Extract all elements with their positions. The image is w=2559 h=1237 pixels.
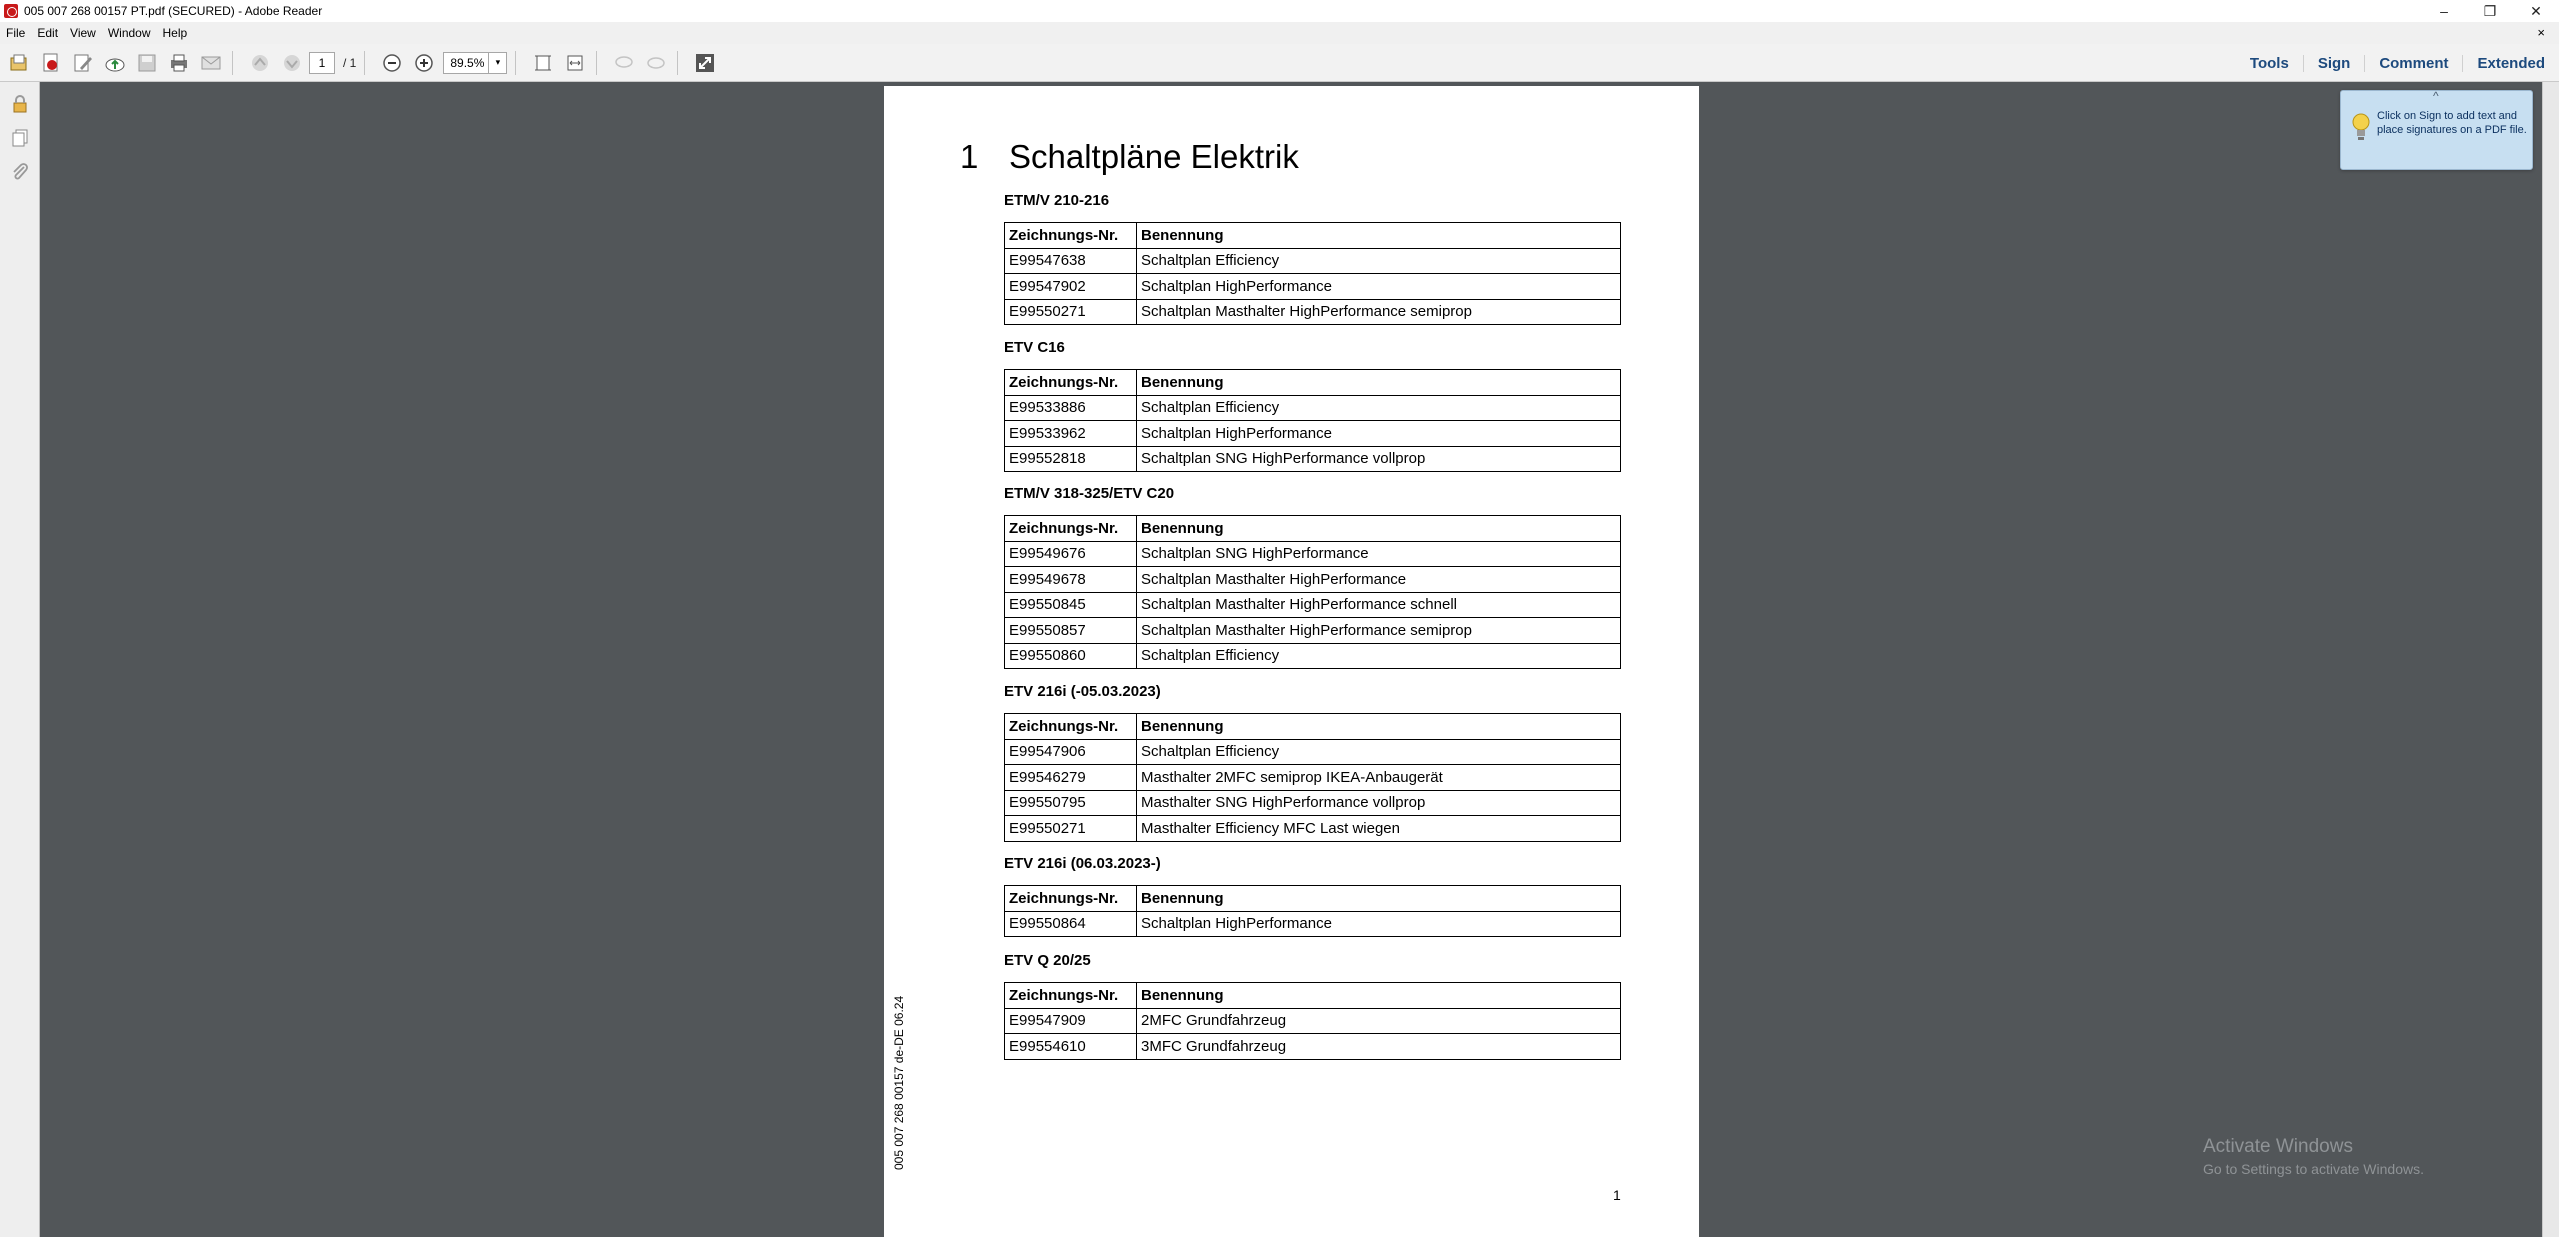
pdf-page <box>884 86 1699 1237</box>
navigation-pane <box>0 82 40 1237</box>
table-row <box>1005 274 1621 300</box>
drawing-name: 3MFC Grundfahrzeug <box>1137 1034 1621 1060</box>
next-page-button[interactable] <box>279 50 305 76</box>
table-row <box>1005 1034 1621 1060</box>
toolbar-divider <box>515 51 516 75</box>
comment-tool-button[interactable] <box>611 50 637 76</box>
page-thumbnails-button[interactable] <box>8 126 32 150</box>
lightbulb-icon <box>2350 111 2372 143</box>
save-icon <box>136 52 158 74</box>
drawing-number: E99550271 <box>1005 816 1137 842</box>
sign-tooltip <box>2340 90 2533 170</box>
drawing-name: Schaltplan Masthalter HighPerformance <box>1137 567 1621 593</box>
section-title: ETV 216i (-05.03.2023) <box>1004 683 1161 700</box>
title-bar <box>0 0 2559 22</box>
section-etv-c16 <box>1004 339 1621 472</box>
column-header: Benennung <box>1137 516 1621 542</box>
drawing-number: E99547906 <box>1005 739 1137 765</box>
table-row <box>1005 541 1621 567</box>
drawing-number: E99533886 <box>1005 395 1137 421</box>
drawing-name: Schaltplan HighPerformance <box>1137 911 1621 937</box>
drawing-number: E99550795 <box>1005 790 1137 816</box>
table-row <box>1005 592 1621 618</box>
drawing-table <box>1004 885 1621 937</box>
collapse-tooltip-button[interactable]: ^ <box>2433 89 2439 103</box>
section-title: ETM/V 318-325/ETV C20 <box>1004 485 1175 502</box>
menu-edit[interactable]: Edit <box>37 26 59 40</box>
drawing-number: E99550860 <box>1005 643 1137 669</box>
drawing-table <box>1004 982 1621 1060</box>
drawing-name: Schaltplan Masthalter HighPerformance semiprop <box>1137 618 1621 644</box>
column-header: Benennung <box>1137 886 1621 912</box>
highlight-tool-button[interactable] <box>643 50 669 76</box>
drawing-name: Schaltplan Efficiency <box>1137 248 1621 274</box>
column-header: Benennung <box>1137 983 1621 1009</box>
table-header-row <box>1005 886 1621 912</box>
arrow-down-icon <box>281 52 303 74</box>
mail-icon <box>200 52 222 74</box>
table-row <box>1005 446 1621 472</box>
toolbar <box>0 44 2559 82</box>
drawing-name: Schaltplan Efficiency <box>1137 739 1621 765</box>
document-code: 005 007 268 00157 de-DE 06.24 <box>892 995 906 1170</box>
section-title: ETV C16 <box>1004 339 1065 356</box>
table-header-row <box>1005 223 1621 249</box>
menu-help[interactable]: Help <box>162 26 188 40</box>
drawing-number: E99550857 <box>1005 618 1137 644</box>
drawing-number: E99547902 <box>1005 274 1137 300</box>
restore-button[interactable]: ❐ <box>2483 2 2497 19</box>
table-header-row <box>1005 516 1621 542</box>
drawing-number: E99552818 <box>1005 446 1137 472</box>
drawing-name: Schaltplan HighPerformance <box>1137 274 1621 300</box>
open-button[interactable] <box>6 50 32 76</box>
watermark-title: Activate Windows <box>2203 1136 2353 1157</box>
menu-bar <box>0 22 2559 44</box>
toolbar-divider <box>596 51 597 75</box>
attachments-button[interactable] <box>8 160 32 184</box>
column-header: Benennung <box>1137 370 1621 396</box>
drawing-number: E99549678 <box>1005 567 1137 593</box>
table-row <box>1005 739 1621 765</box>
speech-bubble-icon <box>613 52 635 74</box>
drawing-name: Schaltplan Masthalter HighPerformance schnell <box>1137 592 1621 618</box>
menu-file[interactable]: File <box>6 26 26 40</box>
table-row <box>1005 911 1621 937</box>
sign-link[interactable]: Sign <box>2303 55 2365 72</box>
toolbar-divider <box>232 51 233 75</box>
edit-pdf-icon <box>72 52 94 74</box>
column-header: Benennung <box>1137 223 1621 249</box>
watermark-subtitle: Go to Settings to activate Windows. <box>2203 1161 2424 1177</box>
fit-width-button[interactable] <box>562 50 588 76</box>
drawing-table <box>1004 369 1621 472</box>
heading-number: 1 <box>960 138 979 175</box>
adobe-reader-icon <box>4 4 18 18</box>
column-header: Zeichnungs-Nr. <box>1005 516 1137 542</box>
tooltip-text: Click on Sign to add text and place signatures on a PDF file. <box>2377 110 2527 136</box>
drawing-table <box>1004 713 1621 842</box>
fit-page-icon <box>532 52 554 74</box>
drawing-name: 2MFC Grundfahrzeug <box>1137 1008 1621 1034</box>
zoom-out-button[interactable] <box>379 50 405 76</box>
save-button[interactable] <box>134 50 160 76</box>
section-title: ETM/V 210-216 <box>1004 192 1110 209</box>
page-number: 1 <box>1613 1187 1621 1203</box>
drawing-number: E99547909 <box>1005 1008 1137 1034</box>
lock-icon <box>10 94 30 114</box>
highlight-icon <box>645 52 667 74</box>
column-header: Zeichnungs-Nr. <box>1005 223 1137 249</box>
edit-pdf-button[interactable] <box>70 50 96 76</box>
drawing-name: Masthalter Efficiency MFC Last wiegen <box>1137 816 1621 842</box>
email-button[interactable] <box>198 50 224 76</box>
zoom-out-icon <box>381 52 403 74</box>
heading-text: Schaltpläne Elektrik <box>1009 138 1299 175</box>
drawing-name: Schaltplan Efficiency <box>1137 395 1621 421</box>
tools-link[interactable]: Tools <box>2249 54 2289 72</box>
extended-link[interactable]: Extended <box>2462 55 2559 72</box>
pages-icon <box>10 128 30 148</box>
drawing-number: E99550271 <box>1005 299 1137 325</box>
drawing-number: E99554610 <box>1005 1034 1137 1060</box>
table-row <box>1005 765 1621 791</box>
drawing-table <box>1004 222 1621 325</box>
full-screen-button[interactable] <box>692 50 718 76</box>
toolbar-divider <box>677 51 678 75</box>
section-title: ETV 216i (06.03.2023-) <box>1004 855 1161 872</box>
vertical-scrollbar[interactable] <box>2542 82 2559 1237</box>
drawing-name: Schaltplan Masthalter HighPerformance semiprop <box>1137 299 1621 325</box>
zoom-in-button[interactable] <box>411 50 437 76</box>
section-etv-216i-until-2023 <box>1004 683 1621 842</box>
column-header: Zeichnungs-Nr. <box>1005 370 1137 396</box>
toolbar-links <box>2236 44 2559 82</box>
column-header: Zeichnungs-Nr. <box>1005 886 1137 912</box>
drawing-number: E99549676 <box>1005 541 1137 567</box>
drawing-name: Schaltplan SNG HighPerformance vollprop <box>1137 446 1621 472</box>
table-row <box>1005 816 1621 842</box>
table-header-row <box>1005 983 1621 1009</box>
drawing-name: Schaltplan SNG HighPerformance <box>1137 541 1621 567</box>
previous-page-button[interactable] <box>247 50 273 76</box>
section-etm-210-216 <box>1004 192 1621 325</box>
expand-icon <box>694 52 716 74</box>
comment-link[interactable]: Comment <box>2364 55 2462 72</box>
document-heading <box>960 138 1299 176</box>
drawing-table <box>1004 515 1621 669</box>
arrow-up-icon <box>249 52 271 74</box>
activation-watermark <box>2203 1136 2424 1177</box>
column-header: Zeichnungs-Nr. <box>1005 983 1137 1009</box>
drawing-number: E99533962 <box>1005 421 1137 447</box>
table-row <box>1005 1008 1621 1034</box>
section-title: ETV Q 20/25 <box>1004 952 1091 969</box>
section-etv-216i-from-2023 <box>1004 855 1621 937</box>
drawing-number: E99550864 <box>1005 911 1137 937</box>
page-number-input[interactable]: 1 <box>309 52 335 74</box>
upload-cloud-button[interactable] <box>102 50 128 76</box>
create-pdf-button[interactable] <box>38 50 64 76</box>
section-etm-318-325 <box>1004 485 1621 669</box>
toolbar-divider <box>364 51 365 75</box>
drawing-name: Schaltplan HighPerformance <box>1137 421 1621 447</box>
open-icon <box>8 52 30 74</box>
fit-page-button[interactable] <box>530 50 556 76</box>
print-button[interactable] <box>166 50 192 76</box>
print-icon <box>168 52 190 74</box>
table-row <box>1005 643 1621 669</box>
section-etv-q-20-25 <box>1004 952 1621 1060</box>
fit-width-icon <box>564 52 586 74</box>
table-row <box>1005 790 1621 816</box>
minimize-button[interactable]: – <box>2440 3 2448 19</box>
table-row <box>1005 248 1621 274</box>
menu-view[interactable]: View <box>70 26 96 40</box>
window-title: 005 007 268 00157 PT.pdf (SECURED) - Adobe Reader <box>24 4 323 18</box>
zoom-dropdown-button[interactable]: ▾ <box>489 52 507 74</box>
create-pdf-icon <box>40 52 62 74</box>
table-header-row <box>1005 714 1621 740</box>
page-total: / 1 <box>343 55 357 70</box>
table-header-row <box>1005 370 1621 396</box>
column-header: Benennung <box>1137 714 1621 740</box>
close-document-button[interactable]: × <box>2537 25 2545 40</box>
drawing-number: E99546279 <box>1005 765 1137 791</box>
table-row <box>1005 567 1621 593</box>
cloud-upload-icon <box>104 52 126 74</box>
security-button[interactable] <box>8 92 32 116</box>
table-row <box>1005 618 1621 644</box>
table-row <box>1005 421 1621 447</box>
close-button[interactable]: ✕ <box>2530 2 2542 19</box>
drawing-name: Masthalter SNG HighPerformance vollprop <box>1137 790 1621 816</box>
menu-window[interactable]: Window <box>107 26 151 40</box>
drawing-number: E99547638 <box>1005 248 1137 274</box>
drawing-name: Schaltplan Efficiency <box>1137 643 1621 669</box>
table-row <box>1005 299 1621 325</box>
drawing-number: E99550845 <box>1005 592 1137 618</box>
column-header: Zeichnungs-Nr. <box>1005 714 1137 740</box>
zoom-in-icon <box>413 52 435 74</box>
paperclip-icon <box>10 162 30 182</box>
drawing-name: Masthalter 2MFC semiprop IKEA-Anbaugerät <box>1137 765 1621 791</box>
table-row <box>1005 395 1621 421</box>
zoom-level-input[interactable]: 89.5% <box>443 52 489 74</box>
